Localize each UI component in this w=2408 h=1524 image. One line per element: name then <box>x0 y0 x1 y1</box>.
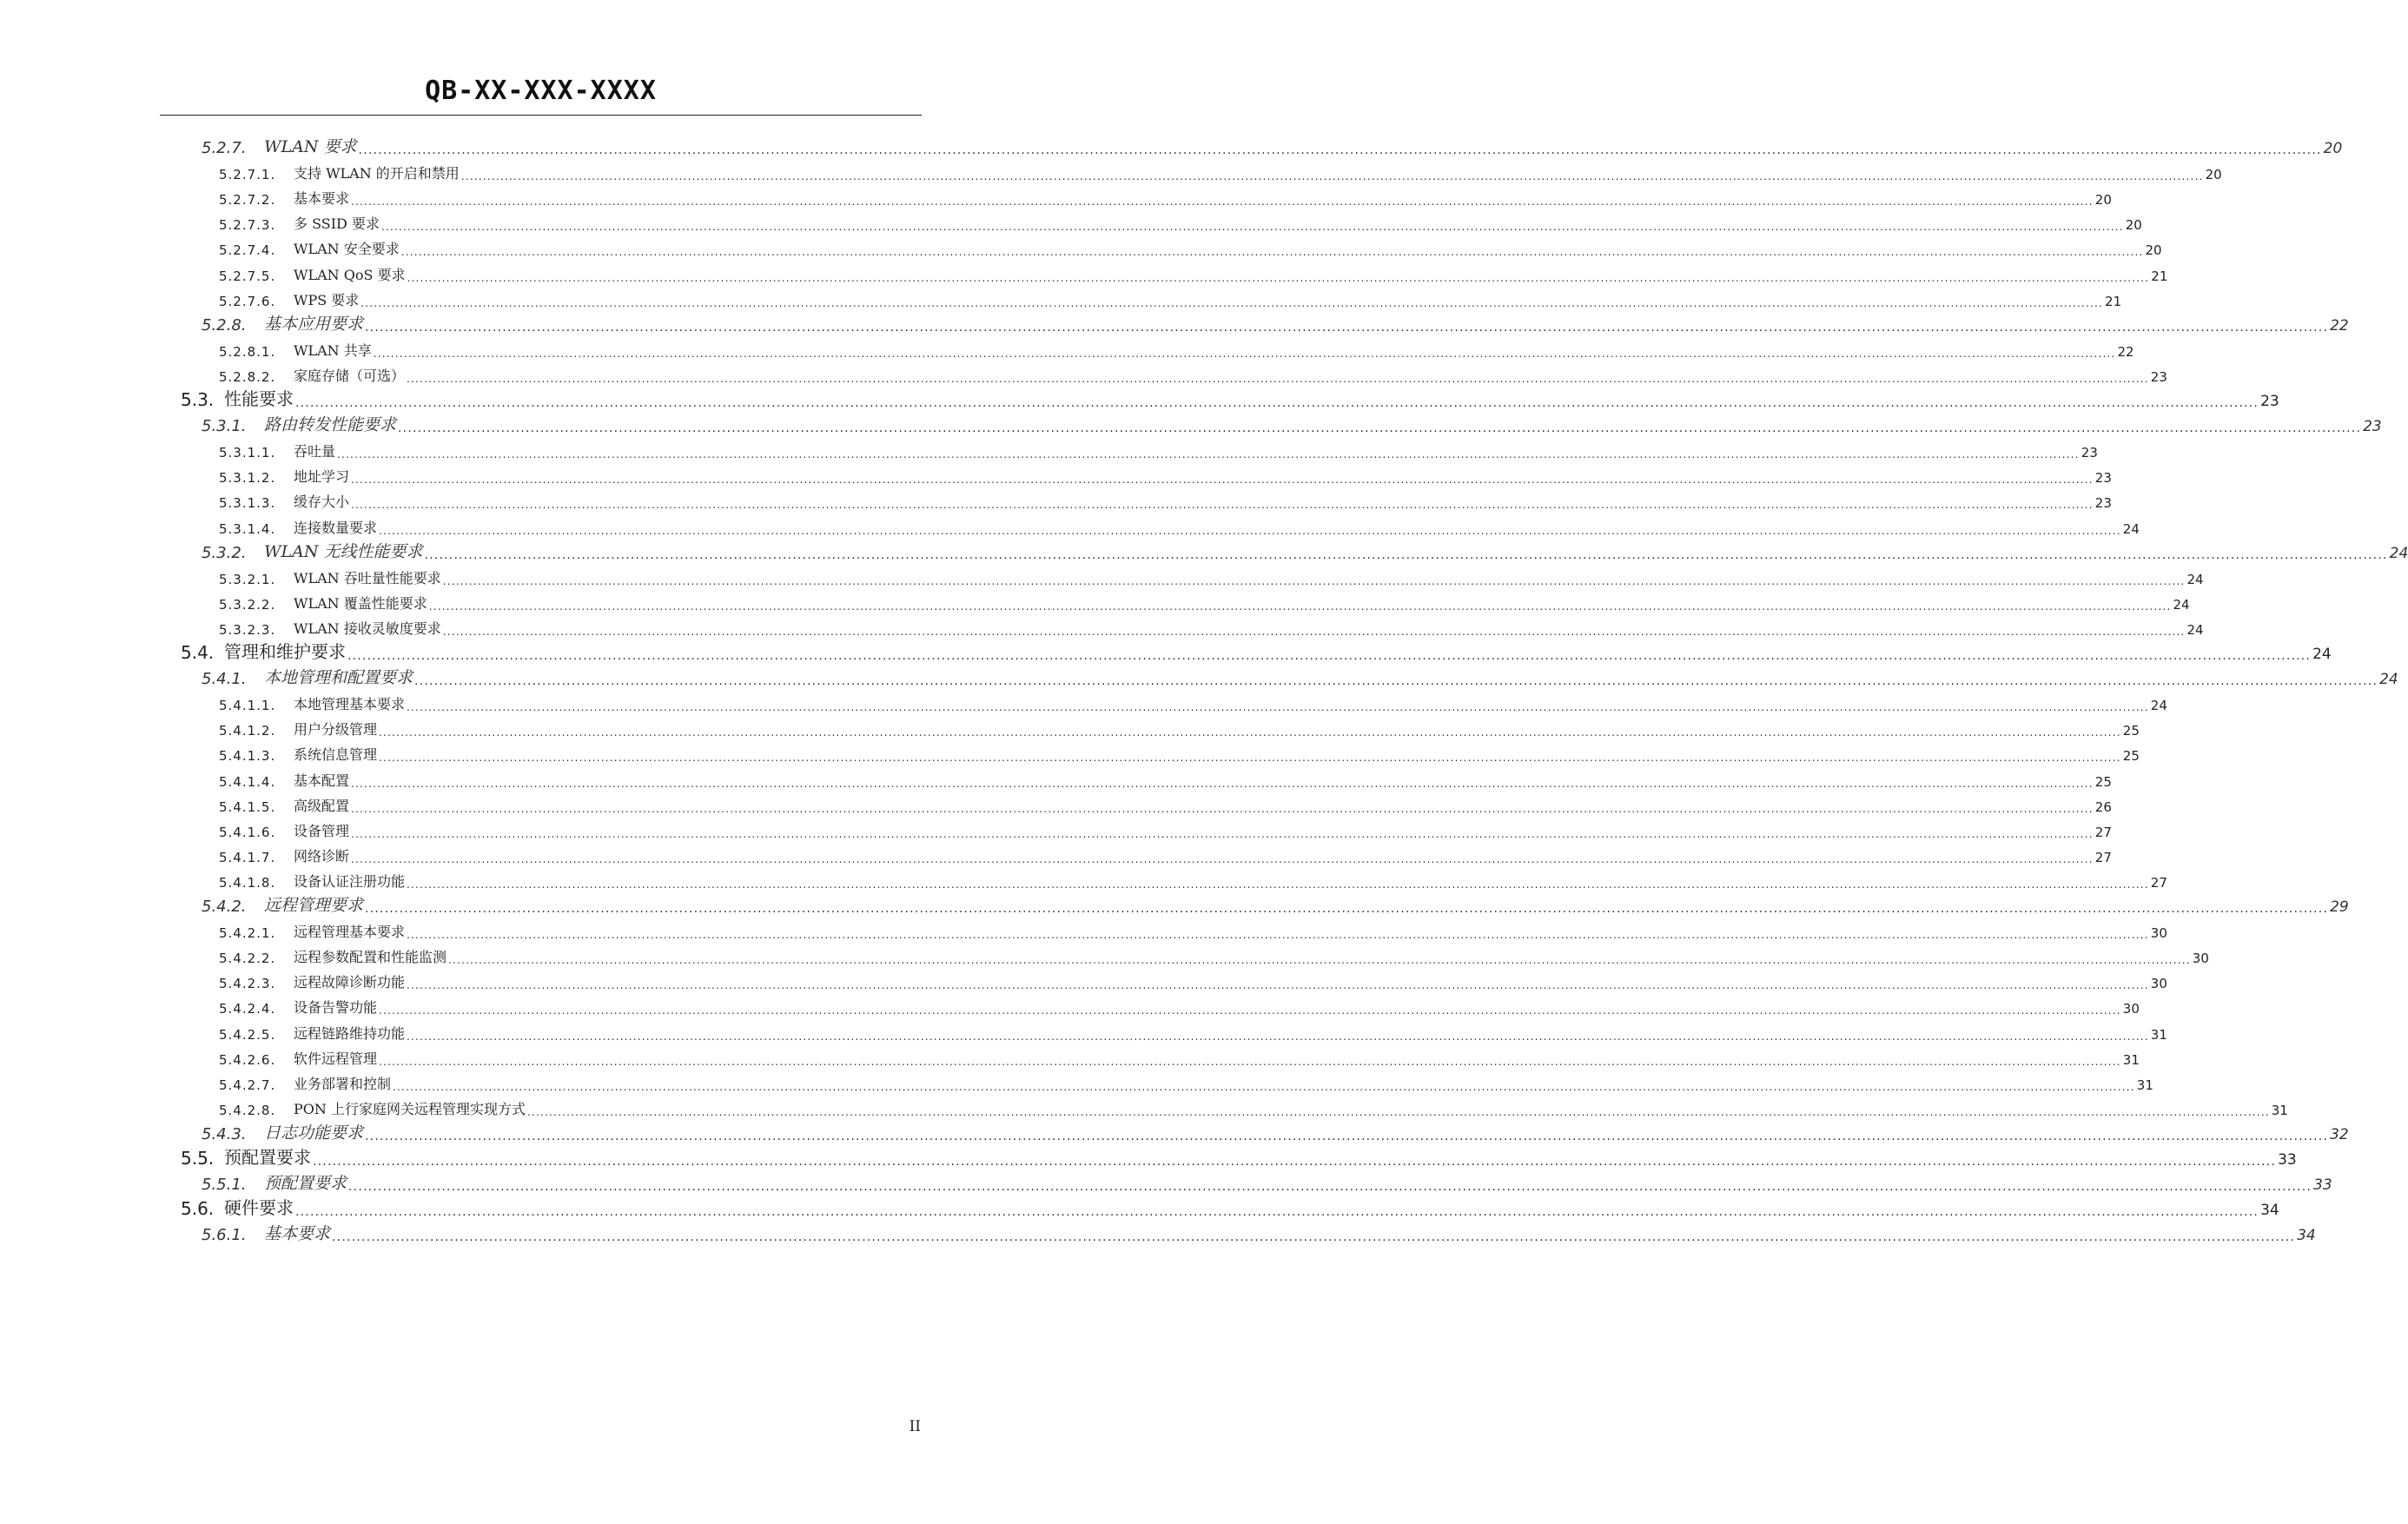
toc-entry[interactable] <box>219 232 2162 259</box>
toc-entry-title: WLAN 接收灵敏度要求 <box>294 620 441 637</box>
toc-entry-page: 25 <box>2122 723 2140 739</box>
toc-leader-dots: ................................................................................................................................................................................................................................................................................................................................................................................................................ <box>424 547 2388 562</box>
toc-entry[interactable] <box>219 712 2140 739</box>
toc-entry-page: 20 <box>2323 140 2343 157</box>
toc-entry-page: 24 <box>2379 671 2398 689</box>
toc-leader-dots: ................................................................................................................................................................................................................................................................................................................................................................................................................ <box>295 1205 2259 1220</box>
toc-entry-number: 5.4.2.2. <box>219 951 276 967</box>
toc-entry-number: 5.3.1.2. <box>219 470 276 487</box>
toc-leader-dots: ................................................................................................................................................................................................................................................................................................................................................................................................................ <box>295 396 2259 410</box>
toc-leader-dots: ................................................................................................................................................................................................................................................................................................................................................................................................................ <box>351 802 2094 815</box>
toc-entry-title: 多 SSID 要求 <box>294 215 380 233</box>
toc-entry[interactable] <box>202 131 2343 157</box>
toc-entry[interactable] <box>181 384 2279 410</box>
toc-entry-page: 24 <box>2173 596 2190 613</box>
toc-entry-number: 5.4.1.7. <box>219 849 276 865</box>
toc-entry-number: 5.3.2. <box>202 543 247 562</box>
toc-leader-dots: ................................................................................................................................................................................................................................................................................................................................................................................................................ <box>414 674 2378 689</box>
toc-entry-page: 31 <box>2122 1051 2140 1068</box>
toc-entry-number: 5.6.1. <box>202 1226 247 1245</box>
toc-entry-number: 5.4.3. <box>202 1124 247 1143</box>
toc-entry[interactable] <box>181 1193 2279 1220</box>
toc-entry-title: PON 上行家庭网关远程管理实现方式 <box>294 1100 526 1117</box>
toc-leader-dots: ................................................................................................................................................................................................................................................................................................................................................................................................................ <box>332 1230 2296 1245</box>
toc-entry-number: 5.2.7.6. <box>219 293 276 309</box>
toc-entry[interactable] <box>219 1092 2288 1118</box>
toc-entry-page: 27 <box>2094 849 2112 865</box>
toc-entry[interactable] <box>219 940 2209 967</box>
toc-entry-number: 5.2.8.1. <box>219 343 276 360</box>
toc-entry-number: 5.3.1.4. <box>219 520 276 537</box>
toc-entry-title: 预配置要求 <box>224 1147 311 1168</box>
toc-leader-dots: ................................................................................................................................................................................................................................................................................................................................................................................................................ <box>313 1155 2277 1169</box>
toc-entry-page: 27 <box>2094 824 2112 840</box>
toc-entry-page: 34 <box>2297 1227 2316 1245</box>
toc-entry[interactable] <box>219 612 2204 638</box>
toc-entry[interactable] <box>219 485 2112 512</box>
toc-entry-title: 远程管理基本要求 <box>294 924 406 941</box>
toc-leader-dots: ................................................................................................................................................................................................................................................................................................................................................................................................................ <box>358 143 2322 157</box>
toc-entry[interactable] <box>219 359 2167 385</box>
toc-entry-title: 基本应用要求 <box>264 314 364 334</box>
toc-entry-title: WLAN 安全要求 <box>294 241 400 258</box>
toc-entry-page: 31 <box>2150 1026 2167 1043</box>
toc-entry-title: 管理和维护要求 <box>224 641 346 662</box>
toc-entry-number: 5.3.2.2. <box>219 596 276 613</box>
toc-entry[interactable] <box>219 965 2167 992</box>
toc-entry-page: 20 <box>2145 242 2162 259</box>
toc-entry[interactable] <box>219 839 2112 865</box>
toc-entry-title: 地址学习 <box>294 468 350 486</box>
toc-entry-title: 日志功能要求 <box>264 1123 364 1143</box>
toc-entry-page: 24 <box>2312 646 2332 663</box>
toc-entry-page: 30 <box>2192 951 2209 967</box>
toc-leader-dots: ................................................................................................................................................................................................................................................................................................................................................................................................................ <box>348 1180 2312 1195</box>
toc-entry[interactable] <box>219 207 2142 234</box>
toc-entry-page: 31 <box>2136 1077 2153 1093</box>
toc-entry-title: WLAN 无线性能要求 <box>264 541 423 561</box>
toc-entry-title: 设备认证注册功能 <box>294 872 406 890</box>
toc-leader-dots: ................................................................................................................................................................................................................................................................................................................................................................................................................ <box>428 600 2172 613</box>
toc-leader-dots: ................................................................................................................................................................................................................................................................................................................................................................................................................ <box>407 701 2149 714</box>
toc-entry-page: 23 <box>2260 393 2279 410</box>
toc-entry-page: 20 <box>2094 192 2112 209</box>
toc-leader-dots: ................................................................................................................................................................................................................................................................................................................................................................................................................ <box>407 979 2149 992</box>
toc-leader-dots: ................................................................................................................................................................................................................................................................................................................................................................................................................ <box>361 296 2104 309</box>
toc-entry-number: 5.3.1. <box>202 417 247 436</box>
toc-entry-number: 5.4.1.1. <box>219 698 276 714</box>
toc-entry-number: 5.2.7.3. <box>219 217 276 234</box>
toc-leader-dots: ................................................................................................................................................................................................................................................................................................................................................................................................................ <box>379 1055 2121 1068</box>
toc-entry-title: 本地管理基本要求 <box>294 696 406 713</box>
toc-leader-dots: ................................................................................................................................................................................................................................................................................................................................................................................................................ <box>351 852 2094 865</box>
toc-entry[interactable] <box>202 308 2349 335</box>
toc-entry-page: 33 <box>2278 1151 2297 1169</box>
toc-leader-dots: ................................................................................................................................................................................................................................................................................................................................................................................................................ <box>379 1004 2121 1017</box>
document-code: QB-XX-XXX-XXXX <box>425 76 657 106</box>
toc-entry-title: 硬件要求 <box>224 1197 294 1219</box>
toc-entry[interactable] <box>219 814 2112 840</box>
toc-entry-title: 家庭存储（可选） <box>294 367 406 384</box>
toc-entry-number: 5.4.1.6. <box>219 824 276 840</box>
toc-leader-dots: ................................................................................................................................................................................................................................................................................................................................................................................................................ <box>351 195 2094 209</box>
toc-entry-title: WLAN 要求 <box>264 137 357 156</box>
toc-leader-dots: ................................................................................................................................................................................................................................................................................................................................................................................................................ <box>379 752 2121 765</box>
toc-leader-dots: ................................................................................................................................................................................................................................................................................................................................................................................................................ <box>393 1080 2135 1093</box>
toc-entry-number: 5.2.7. <box>202 139 247 157</box>
toc-entry-page: 26 <box>2094 798 2112 815</box>
toc-entry-title: WLAN 覆盖性能要求 <box>294 594 427 612</box>
toc-leader-dots: ................................................................................................................................................................................................................................................................................................................................................................................................................ <box>398 421 2362 436</box>
toc-entry-number: 5.4. <box>181 642 215 663</box>
toc-entry-number: 5.4.1.8. <box>219 874 276 891</box>
toc-leader-dots: ................................................................................................................................................................................................................................................................................................................................................................................................................ <box>379 524 2121 537</box>
toc-entry-page: 33 <box>2313 1176 2332 1195</box>
toc-leader-dots: ................................................................................................................................................................................................................................................................................................................................................................................................................ <box>442 625 2186 638</box>
toc-entry-title: 路由转发性能要求 <box>264 415 397 435</box>
toc-entry-number: 5.2.7.2. <box>219 192 276 209</box>
toc-entry-number: 5.2.8. <box>202 315 247 335</box>
toc-entry-number: 5.3.2.1. <box>219 571 276 587</box>
toc-leader-dots: ................................................................................................................................................................................................................................................................................................................................................................................................................ <box>442 574 2186 587</box>
toc-entry-page: 29 <box>2330 898 2349 916</box>
toc-entry-number: 5.2.7.1. <box>219 167 276 183</box>
toc-entry-number: 5.3.1.1. <box>219 445 276 461</box>
toc-entry-number: 5.2.8.2. <box>219 368 276 385</box>
toc-entry-title: 基本要求 <box>264 1224 331 1244</box>
toc-entry-page: 21 <box>2151 268 2168 284</box>
toc-entry-page: 23 <box>2150 368 2167 385</box>
toc-entry[interactable] <box>202 536 2408 562</box>
toc-entry-page: 25 <box>2122 748 2140 765</box>
toc-entry-number: 5.6. <box>181 1198 215 1220</box>
toc-entry-page: 22 <box>2330 316 2349 335</box>
toc-entry[interactable] <box>202 1117 2349 1143</box>
toc-entry[interactable] <box>219 991 2140 1017</box>
toc-leader-dots: ................................................................................................................................................................................................................................................................................................................................................................................................................ <box>351 474 2094 487</box>
toc-entry-number: 5.4.1.2. <box>219 723 276 739</box>
toc-entry[interactable] <box>202 409 2382 436</box>
toc-entry[interactable] <box>219 687 2167 714</box>
toc-entry-number: 5.5. <box>181 1148 215 1169</box>
toc-entry[interactable] <box>219 586 2190 613</box>
toc-leader-dots: ................................................................................................................................................................................................................................................................................................................................................................................................................ <box>373 347 2116 360</box>
toc-entry-page: 30 <box>2150 976 2167 992</box>
toc-leader-dots: ................................................................................................................................................................................................................................................................................................................................................................................................................ <box>347 649 2312 663</box>
toc-entry[interactable] <box>219 1017 2167 1043</box>
toc-entry-page: 23 <box>2094 470 2112 487</box>
toc-entry[interactable] <box>219 156 2222 183</box>
toc-leader-dots: ................................................................................................................................................................................................................................................................................................................................................................................................................ <box>379 726 2121 739</box>
toc-entry-number: 5.3.1.3. <box>219 495 276 512</box>
toc-entry-number: 5.4.1.4. <box>219 773 276 790</box>
toc-entry-number: 5.4.2.1. <box>219 925 276 942</box>
toc-leader-dots: ................................................................................................................................................................................................................................................................................................................................................................................................................ <box>351 827 2094 840</box>
toc-entry-title: 远程故障诊断功能 <box>294 974 406 991</box>
toc-entry-page: 21 <box>2105 293 2122 309</box>
toc-leader-dots: ................................................................................................................................................................................................................................................................................................................................................................................................................ <box>365 902 2329 916</box>
toc-entry-title: 吞吐量 <box>294 443 336 461</box>
page-header <box>160 71 922 116</box>
toc-leader-dots: ................................................................................................................................................................................................................................................................................................................................................................................................................ <box>526 1105 2270 1118</box>
toc-entry-page: 24 <box>2186 621 2204 638</box>
toc-leader-dots: ................................................................................................................................................................................................................................................................................................................................................................................................................ <box>365 320 2329 335</box>
toc-entry-title: 基本要求 <box>294 190 350 208</box>
toc-leader-dots: ................................................................................................................................................................................................................................................................................................................................................................................................................ <box>351 499 2094 512</box>
toc-entry[interactable] <box>219 915 2167 942</box>
toc-entry-number: 5.4.2.7. <box>219 1077 276 1093</box>
toc-entry-title: 远程管理要求 <box>264 896 364 915</box>
toc-entry-page: 22 <box>2117 343 2134 360</box>
toc-entry-title: 用户分级管理 <box>294 721 378 739</box>
toc-entry-number: 5.2.7.4. <box>219 242 276 259</box>
toc-entry[interactable] <box>219 1042 2140 1068</box>
toc-entry[interactable] <box>219 182 2112 209</box>
page-number: II <box>909 1418 921 1435</box>
toc-leader-dots: ................................................................................................................................................................................................................................................................................................................................................................................................................ <box>365 1129 2329 1143</box>
toc-entry[interactable] <box>202 890 2349 916</box>
toc-entry[interactable] <box>219 865 2167 891</box>
toc-entry-number: 5.4.2.4. <box>219 1001 276 1017</box>
toc-leader-dots: ................................................................................................................................................................................................................................................................................................................................................................................................................ <box>407 929 2149 942</box>
toc-entry-title: 本地管理和配置要求 <box>264 668 413 688</box>
toc-entry-title: 性能要求 <box>224 388 294 409</box>
toc-entry-number: 5.4.1. <box>202 670 247 689</box>
toc-entry-page: 31 <box>2271 1102 2288 1118</box>
toc-entry-page: 23 <box>2363 418 2382 436</box>
toc-entry-page: 24 <box>2186 571 2204 587</box>
toc-entry-page: 30 <box>2150 925 2167 942</box>
toc-entry-number: 5.4.2.6. <box>219 1051 276 1068</box>
toc-entry-page: 20 <box>2205 167 2222 183</box>
toc-entry[interactable] <box>219 789 2112 815</box>
toc-entry-title: 连接数量要求 <box>294 519 378 536</box>
toc-leader-dots: ................................................................................................................................................................................................................................................................................................................................................................................................................ <box>337 448 2080 461</box>
toc-entry[interactable] <box>219 434 2098 461</box>
toc-leader-dots: ................................................................................................................................................................................................................................................................................................................................................................................................................ <box>448 954 2191 967</box>
toc-entry-number: 5.4.2.8. <box>219 1102 276 1118</box>
toc-entry-number: 5.4.1.5. <box>219 798 276 815</box>
toc-entry[interactable] <box>219 561 2204 587</box>
toc-entry-number: 5.4.2.5. <box>219 1026 276 1043</box>
toc-leader-dots: ................................................................................................................................................................................................................................................................................................................................................................................................................ <box>407 878 2149 891</box>
toc-entry-title: 缓存大小 <box>294 494 350 511</box>
toc-entry-page: 27 <box>2150 874 2167 891</box>
toc-entry[interactable] <box>219 738 2140 765</box>
toc-entry-page: 24 <box>2150 698 2167 714</box>
toc-entry-title: 设备管理 <box>294 822 350 839</box>
toc-leader-dots: ................................................................................................................................................................................................................................................................................................................................................................................................................ <box>407 1030 2149 1043</box>
toc-entry-title: WLAN 共享 <box>294 341 372 359</box>
toc-entry-number: 5.3.2.3. <box>219 621 276 638</box>
toc-entry-title: 支持 WLAN 的开启和禁用 <box>294 165 460 182</box>
toc-entry-page: 30 <box>2122 1001 2140 1017</box>
toc-entry-page: 24 <box>2389 544 2408 562</box>
toc-entry[interactable] <box>202 1168 2332 1195</box>
toc-entry-title: 软件远程管理 <box>294 1050 378 1067</box>
toc-entry-title: 远程链路维持功能 <box>294 1024 406 1042</box>
toc-leader-dots: ................................................................................................................................................................................................................................................................................................................................................................................................................ <box>460 170 2204 183</box>
toc-entry-number: 5.5.1. <box>202 1176 247 1195</box>
toc-entry-title: 高级配置 <box>294 797 350 814</box>
toc-entry[interactable] <box>219 460 2112 487</box>
toc-entry[interactable] <box>202 662 2398 689</box>
toc-entry-number: 5.3. <box>181 389 215 410</box>
toc-entry-title: 系统信息管理 <box>294 746 378 764</box>
toc-entry[interactable] <box>219 283 2122 309</box>
toc-entry-title: 基本配置 <box>294 772 350 789</box>
toc-leader-dots: ................................................................................................................................................................................................................................................................................................................................................................................................................ <box>351 777 2094 790</box>
toc-entry-page: 24 <box>2122 520 2140 537</box>
toc-entry-title: 预配置要求 <box>264 1174 347 1194</box>
toc-entry-number: 5.2.7.5. <box>219 268 276 284</box>
toc-entry[interactable] <box>181 1143 2297 1169</box>
toc-entry-page: 23 <box>2094 495 2112 512</box>
toc-entry[interactable] <box>181 637 2332 663</box>
toc-entry-title: 远程参数配置和性能监测 <box>294 949 447 966</box>
toc-entry-page: 20 <box>2125 217 2142 234</box>
toc-leader-dots: ................................................................................................................................................................................................................................................................................................................................................................................................................ <box>400 246 2144 259</box>
toc-entry-page: 34 <box>2260 1202 2279 1220</box>
toc-leader-dots: ................................................................................................................................................................................................................................................................................................................................................................................................................ <box>380 221 2124 234</box>
toc-entry[interactable] <box>219 511 2140 537</box>
toc-entry-page: 23 <box>2081 445 2098 461</box>
toc-entry[interactable] <box>219 258 2168 284</box>
toc-entry-page: 32 <box>2330 1125 2349 1143</box>
toc-entry[interactable] <box>219 334 2134 360</box>
toc-entry[interactable] <box>202 1218 2316 1245</box>
toc-entry[interactable] <box>219 1067 2153 1093</box>
toc-entry-title: 设备告警功能 <box>294 999 378 1017</box>
toc-leader-dots: ................................................................................................................................................................................................................................................................................................................................................................................................................ <box>407 372 2149 385</box>
toc-entry-title: WLAN 吞吐量性能要求 <box>294 569 441 586</box>
toc-entry-title: 业务部署和控制 <box>294 1075 392 1092</box>
toc-entry-number: 5.4.1.3. <box>219 748 276 765</box>
toc-entry-number: 5.4.2. <box>202 898 247 916</box>
toc-entry-page: 25 <box>2094 773 2112 790</box>
toc-entry-title: 网络诊断 <box>294 847 350 865</box>
toc-entry-title: WLAN QoS 要求 <box>294 266 406 283</box>
toc-entry-number: 5.4.2.3. <box>219 976 276 992</box>
toc-leader-dots: ................................................................................................................................................................................................................................................................................................................................................................................................................ <box>407 271 2150 284</box>
toc-entry[interactable] <box>219 764 2112 790</box>
toc-entry-title: WPS 要求 <box>294 291 360 308</box>
